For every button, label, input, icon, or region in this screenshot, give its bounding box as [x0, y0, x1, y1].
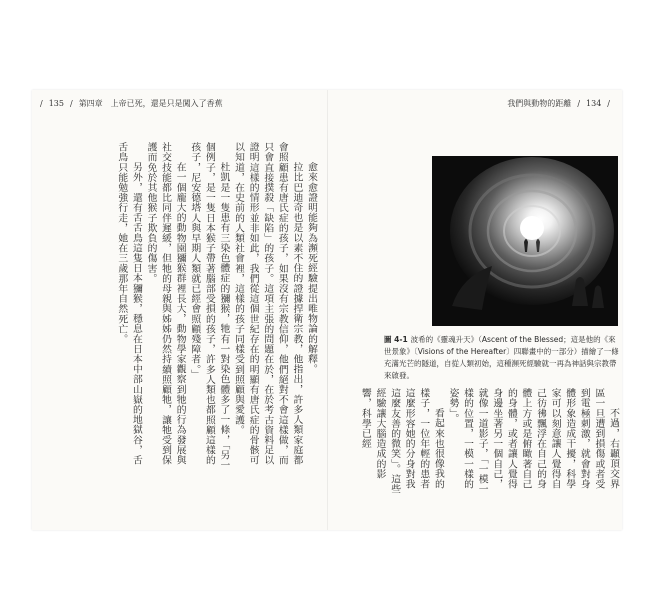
left-paragraph: 杜凱是一隻患有三染色體症的獼猴，牠有一對染色體多了一條，「另一個例子，是一隻日本猴子帶著腦部受損的孩子，許多人類也都照顧這樣的孩子，尼安德塔人與早期人類就已經會照顧殘障者。」: [189, 142, 230, 470]
left-paragraph: 愈來愈證明能夠為瀕死經驗提出唯物論的解釋。: [306, 161, 317, 374]
left-page-header: / 135 / 第四章 上帝已死，還是只是闖入了香蕉: [40, 99, 223, 108]
book-spread: [32, 90, 622, 530]
left-page-body: [42, 142, 318, 472]
right-page-body: [359, 388, 620, 498]
figure-label: 圖 4-1: [384, 335, 408, 344]
right-paragraph: 看起來也很像我的樣子，一位年輕的患者這麼形容她的分身對我這麼友善的微笑」。這些經驗讓大腦造成的影響，科學已經: [359, 388, 444, 495]
figure-caption-text: 波希的《靈魂升天》（Ascent of the Blessed；這是他的《來世景象》〔Visions of the Hereafter〕四聯畫中的一部分）描繪了一條充滿光芒的隧道，自從人類初始，這種瀕死經驗就一再為神話與宗教帶來啟發。: [384, 335, 619, 380]
left-paragraph: 另外，還有舌舌鳥這隻日本獼猴，穩息在日本中部山嶽的地獄谷，舌舌鳥只能勉強行走，她在三歲那年自然死亡。: [116, 142, 142, 465]
right-paragraph: 不過，右顳頂交界區一旦遭到損傷或者受到電極刺激，就會對身體形象造成干擾，科學家可以刻意讓人覺得自己彷彿飄浮在自己的身體上方或是俯瞰著自己的身體，或者讓人覺得身邊坐著另一個自己，就像一道影子，「一模一樣的位置，一模一樣的姿勢」。: [447, 388, 619, 495]
left-paragraph: 拉比巴迪奇也是以素不住的證據捍衛宗教，他指出，許多人類家庭都會照顧患有唐氏症的孩子，如果沒有宗教信仰，他們絕對不會這樣做，而只會直接撲殺「缺陷」的孩子。這項主張的問題在於，在於考古資料足以證明這樣的情形並非如此，我們從這個世紀存在的明顯有唐氏症的骨骸可以知道，在史前的人類社會裡，這樣的孩子同樣受到照顧與愛護。: [233, 142, 303, 466]
book-gutter: [327, 90, 328, 530]
tunnel-of-light-figure: [432, 156, 618, 326]
right-page-header: 我們與動物的距離 / 134 /: [507, 99, 610, 108]
figure-caption: [384, 334, 620, 382]
left-chapter-title: 第四章 上帝已死，還是只是闖入了香蕉: [78, 99, 223, 108]
left-paragraph: 在一個龐大的動物園獼猴群裡長大，動物學家觀察到牠的行為發展與社交技能都比同伴遲緩，但牠的母親與姊姊仍然持續照顧牠，讓牠受到保護而免於其他猴子欺負的傷害。: [145, 142, 186, 466]
tunnel-painting-image: [432, 156, 618, 326]
right-section-title: 我們與動物的距離: [507, 99, 572, 108]
right-page-number: 134: [586, 99, 602, 108]
left-page-number: 135: [48, 99, 64, 108]
